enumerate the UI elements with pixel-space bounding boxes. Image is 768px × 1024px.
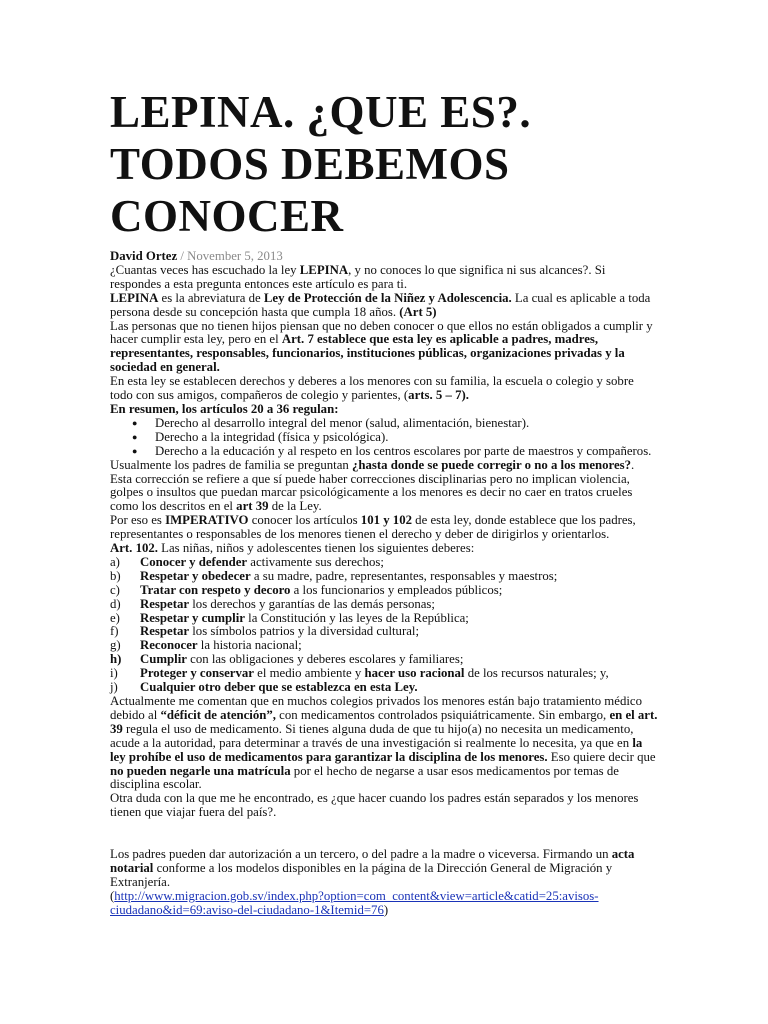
imperative-paragraph [110,514,658,542]
list-item [110,681,658,695]
scope-paragraph [110,320,658,376]
text: el medio ambiente y [253,666,365,681]
text: , y no conoces lo que significa ni sus alcances?. Si respondes a esta pregunta entonces este artículo es para ti. [110,262,606,291]
text: Respetar y obedecer [140,568,251,583]
item-text [140,570,557,584]
text: conforme a los modelos disponibles en la página de la Dirección General de Migración y Extranjería. [110,861,613,889]
text: Ley de Protección de la Niñez y Adolescencia. [263,290,512,305]
item-label: c) [110,582,120,597]
spacer [110,820,658,834]
item-text [140,625,419,639]
medication-paragraph [110,695,658,792]
text: no pueden negarle una matrícula [110,763,291,778]
list-item [110,570,658,584]
item-label: j) [110,680,118,695]
article-body [110,250,658,918]
list-item [110,667,658,681]
text: (Art 5) [399,304,437,319]
text: ¿Cuantas veces has escuchado la ley [110,262,300,277]
list-item [110,584,658,598]
title-line: TODOS DEBEMOS [110,139,510,189]
item-label: b) [110,568,121,583]
text: Reconocer [140,638,198,653]
list-item [110,556,658,570]
text: regula el uso de medicamento. Si tienes alguna duda de que tu hijo(a) no necesita un medicamento, acude a la autoridad, para determinar a través de una investigación si realmente lo necesita, ya que en [110,721,634,750]
byline [110,250,658,264]
text: Respetar [140,596,190,611]
item-text [140,639,302,653]
item-label: e) [110,610,120,625]
list-item [110,653,658,667]
text: En resumen, los artículos 20 a 36 regulan: [110,401,339,416]
art102-heading [110,542,658,556]
text: Respetar [140,624,190,639]
text: Conocer y defender [140,554,248,569]
text: Cumplir [140,652,187,667]
text: conocer los artículos [248,513,361,528]
text: Actualmente me comentan que en muchos colegios privados los menores están bajo tratamiento médico debido al [110,694,642,722]
item-text [140,598,435,612]
title-line: CONOCER [110,191,344,241]
text: “déficit de atención”, [160,707,276,722]
text: LEPINA [110,290,159,305]
text: LEPINA [299,262,349,277]
article-title [110,86,730,242]
text: con las obligaciones y deberes escolares y familiares; [186,652,464,667]
item-text [140,584,502,598]
travel-paragraph: Otra duda con la que me he encontrado, es ¿que hacer cuando los padres están separados y los menores tienen que viajar fuera del país?. [110,791,639,820]
text: la ley prohíbe el uso de medicamentos para garantizar la disciplina de los menores. [110,735,643,764]
definition-paragraph [110,292,658,320]
text: ¿hasta donde se puede corregir o no a los menores? [352,457,632,472]
item-text [140,653,463,667]
list-item: ● Derecho al desarrollo integral del menor (salud, alimentación, bienestar). [110,417,658,431]
list-item [110,625,658,639]
text: ) [383,902,389,917]
item-label: f) [110,624,119,639]
item-text [140,667,609,681]
text: Tratar con respeto y decoro [140,582,291,597]
item-label: a) [110,554,120,569]
correction-paragraph [110,459,658,515]
item-label: d) [110,596,121,611]
text: a los funcionarios y empleados públicos; [290,582,503,597]
text: hacer uso racional [364,666,465,681]
text: de la Ley. [268,499,322,514]
spacer [110,834,658,848]
text: de los recursos naturales; y, [464,666,609,681]
publish-date: November 5, 2013 [187,249,283,263]
authorization-paragraph [110,848,658,890]
intro-paragraph [110,264,658,292]
list-item [110,612,658,626]
text: Art. 7 establece que esta ley es aplicable a padres, madres, representantes, responsables, funcionarios, instituciones públicas, organizaciones privadas y la sociedad en general. [110,332,625,375]
item-text [140,612,469,626]
text: Los padres pueden dar autorización a un tercero, o del padre a la madre o viceversa. Firmando un [110,847,612,862]
text: Cualquier otro deber que se establezca en esta Ley. [140,680,418,695]
text: Proteger y conservar [140,666,254,681]
text: ( [110,888,115,903]
rights-paragraph [110,375,658,403]
list-item [110,639,658,653]
title-line: LEPINA. ¿QUE ES?. [110,87,532,137]
byline-separator: / [177,249,188,263]
text: con medicamentos controlados psiquiátricamente. Sin embargo, [275,707,610,722]
text: Las personas que no tienen hijos piensan que no deben conocer o que ellos no están obligados a cumplir y hacer cumplir esta ley, pero en el [110,318,653,347]
item-text [140,681,418,695]
author-name: David Ortez [110,249,178,263]
text: . Esta corrección se refiere a que sí puede haber correcciones disciplinarias pero no implican violencia, golpes o insultos que puedan marcar psicológicamente a los menores es decir no caer en tratos crueles como los descritos en el [110,457,635,514]
text: Las niñas, niños y adolescentes tienen los siguientes deberes: [157,541,475,556]
text: Por eso es [110,513,166,528]
text: Usualmente los padres de familia se preguntan [110,457,352,472]
text: La cual es aplicable a toda persona desde su concepción hasta que cumpla 18 años. [110,290,651,319]
text: los símbolos patrios y la diversidad cultural; [189,624,420,639]
item-text [140,556,384,570]
text: Art. 102. [110,541,158,556]
rights-list [110,417,658,459]
text: En esta ley se establecen derechos y deberes a los menores con su familia, la escuela o colegio y sobre todo con sus amigos, compañeros de colegio y parientes, ( [110,374,634,403]
summary-heading [110,403,658,417]
text: arts. 5 – 7). [408,388,469,403]
text: los derechos y garantías de las demás personas; [189,596,435,611]
item-label: i) [110,666,118,681]
text: 101 y 102 [360,513,412,528]
item-label: h) [110,652,122,667]
text: acta notarial [110,847,635,876]
text: por el hecho de negarse a usar esos medicamentos por temas de disciplina escolar. [110,763,619,792]
text: en el art. 39 [110,707,658,736]
text: es la abreviatura de [158,290,264,305]
text: Respetar y cumplir [140,610,245,625]
text: la Constitución y las leyes de la República; [244,610,469,625]
list-item [110,598,658,612]
list-item: ● Derecho a la educación y al respeto en los centros escolares por parte de maestros y compañeros. [110,445,658,459]
duties-list [110,556,658,695]
migration-link-line [110,890,658,918]
text: de esta ley, donde establece que los padres, representantes o responsables de los menores tienen el derecho y deber de dirigirlos y orientarlos. [110,513,636,542]
text: IMPERATIVO [165,513,249,528]
list-item: ● Derecho a la integridad (física y psicológica). [110,431,658,445]
item-label: g) [110,638,121,653]
text: art 39 [236,499,269,514]
text: activamente sus derechos; [247,554,384,569]
text: la historia nacional; [197,638,302,653]
text: a su madre, padre, representantes, responsables y maestros; [250,568,558,583]
text: Eso quiere decir que [547,749,656,764]
migration-link[interactable]: http://www.migracion.gob.sv/index.php?option=com_content&view=article&catid=25:avisos-ciudadano&id=69:aviso-del-ciudadano-1&Itemid=76 [110,888,599,917]
